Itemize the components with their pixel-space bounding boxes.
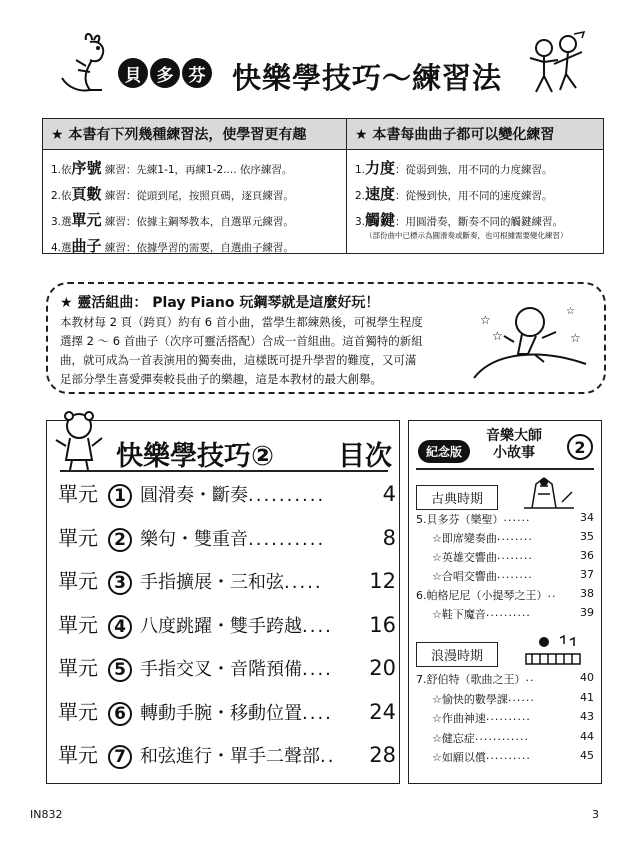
variation-note: （部份曲中已標示為圓滑奏或斷奏，也可根據需要變化練習） — [365, 231, 568, 240]
contents-label: 目次 — [338, 441, 392, 472]
variation-methods-list — [347, 156, 603, 234]
suite-line: 選擇 2 ～ 6 首曲子（次序可靈活搭配）合成一首組曲。這首獨特的新組 — [60, 334, 423, 348]
practice-methods-heading: ★ 本書有下列幾種練習法，使學習更有趣 — [43, 119, 346, 150]
romantic-era-list — [416, 671, 594, 769]
variation-methods-column — [347, 119, 603, 253]
brand-logo — [118, 58, 212, 88]
kangaroo-illustration — [56, 30, 120, 96]
dancing-children-illustration — [524, 30, 590, 98]
list-item[interactable]: 7.舒伯特（歌曲之王） .. 40 — [416, 671, 594, 686]
list-item[interactable]: 5.貝多芬（樂聖） ...... 34 — [416, 511, 594, 526]
list-item: 2.速度：從慢到快，用不同的速度練習。 — [355, 185, 553, 203]
stories-divider — [416, 468, 594, 470]
list-item[interactable]: 6.帕格尼尼（小提琴之王） .. 38 — [416, 587, 594, 602]
contents-title: 快樂學技巧② — [116, 441, 274, 472]
list-item: 1.力度：從弱到強，用不同的力度練習。 — [355, 159, 553, 177]
svg-text:☆: ☆ — [480, 313, 491, 327]
table-row[interactable]: 單元 7 和弦進行・單手二聲部 .. 28 — [58, 743, 396, 767]
era-label-romantic: 浪漫時期 — [416, 642, 498, 667]
contents-list — [58, 478, 396, 783]
list-item[interactable]: ☆英雄交響曲 ........ 36 — [432, 549, 594, 564]
list-item[interactable]: ☆如願以償 .......... 45 — [432, 749, 594, 764]
era-label-classical: 古典時期 — [416, 485, 498, 510]
commemorative-badge: 紀念版 — [418, 440, 470, 463]
table-row[interactable]: 單元 1 圓滑奏・斷奏 .......... 4 — [58, 482, 396, 506]
suite-title: ★ 靈活組曲： Play Piano 玩鋼琴就是這麼好玩！ — [60, 295, 380, 311]
table-row[interactable]: 單元 2 樂句・雙重音 .......... 8 — [58, 525, 396, 550]
svg-text:☆: ☆ — [570, 331, 581, 345]
classical-era-list — [416, 511, 594, 625]
suite-description — [60, 313, 480, 389]
stories-number-badge: 2 — [567, 434, 593, 460]
list-item[interactable]: ☆即席變奏曲 ........ 35 — [432, 530, 594, 545]
list-item[interactable]: ☆健忘症 ............ 44 — [432, 729, 594, 745]
table-row[interactable]: 單元 5 手指交叉・音階預備 .... 20 — [58, 656, 396, 680]
astronaut-illustration — [470, 292, 588, 384]
table-row[interactable]: 單元 3 手指擴展・三和弦 ..... 12 — [58, 569, 396, 593]
list-item: 3.觸鍵：用圓滑奏，斷奏不同的觸鍵練習。 — [355, 211, 564, 229]
composer-illustration — [514, 474, 584, 510]
svg-text:☆: ☆ — [566, 306, 575, 317]
table-row[interactable]: 單元 4 八度跳躍・雙手跨越 .... 16 — [58, 612, 396, 637]
list-item[interactable]: ☆合唱交響曲 ........ 37 — [432, 568, 594, 583]
suite-line: 足部分學生喜愛彈奏較長曲子的樂趣，這是本教材的最大創舉。 — [60, 372, 382, 386]
table-row[interactable]: 單元 6 轉動手腕・移動位置 .... 24 — [58, 699, 396, 724]
bear-mascot-illustration — [52, 408, 106, 472]
practice-methods-column — [43, 119, 347, 253]
variation-methods-heading: ★ 本書每曲曲子都可以變化練習 — [347, 119, 603, 150]
practice-methods-table — [42, 118, 604, 254]
list-item: 2.依頁數 練習：從頭到尾，按照頁碼，逐頁練習。 — [51, 185, 294, 203]
suite-line: 曲，就可成為一首表演用的獨奏曲，這樣既可提升學習的難度，又可滿 — [60, 353, 417, 367]
list-item[interactable]: ☆鞋下魔音 .......... 39 — [432, 606, 594, 621]
brand-char: 貝 — [118, 58, 148, 88]
suite-line: 本教材每 2 頁（跨頁）約有 6 首小曲，當學生都練熟後，可視學生程度 — [60, 315, 423, 329]
page-number: 3 — [592, 808, 599, 821]
page-title: 快樂學技巧～練習法 — [232, 61, 503, 95]
product-code: IN832 — [30, 808, 63, 821]
list-item: 4.選曲子 練習：依據學習的需要，自選曲子練習。 — [51, 237, 294, 255]
list-item: 3.選單元 練習：依據主鋼琴教本，自選單元練習。 — [51, 211, 294, 229]
contents-divider — [60, 470, 388, 472]
list-item[interactable]: ☆愉快的數學課 ...... 41 — [432, 690, 594, 706]
stories-title: 音樂大師 小故事 — [486, 428, 542, 461]
svg-text:☆: ☆ — [492, 329, 503, 343]
brand-char: 芬 — [182, 58, 212, 88]
brand-char: 多 — [150, 58, 180, 88]
list-item: 1.依序號 練習：先練1-1，再練1-2.... 依序練習。 — [51, 159, 293, 177]
piano-player-illustration — [520, 634, 586, 668]
practice-methods-list — [43, 156, 346, 260]
list-item[interactable]: ☆作曲神速 .......... 43 — [432, 710, 594, 725]
